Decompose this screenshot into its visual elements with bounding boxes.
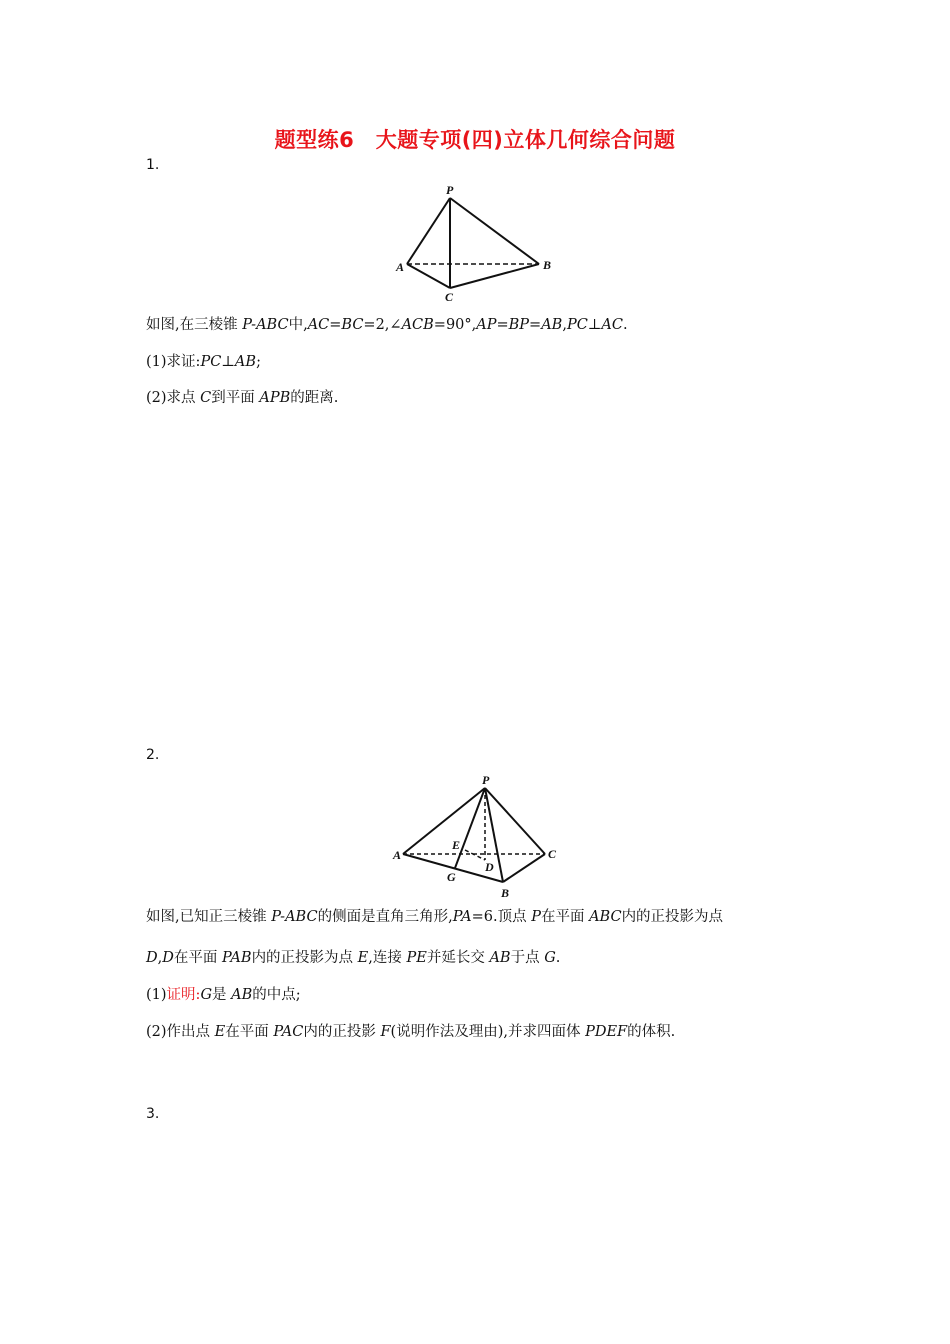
label-b: B: [543, 258, 552, 272]
problem-2-stem-line-2: D,D在平面 PAB内的正投影为点 E,连接 PE并延长交 AB于点 G.: [146, 950, 561, 966]
label-p: P: [446, 183, 454, 197]
pyramid-figure-2: [385, 770, 570, 905]
label-c2: C: [548, 847, 557, 861]
problem-1-stem: 如图,在三棱锥 P-ABC中,AC=BC=2,∠ACB=90°,AP=BP=AB,PC⊥AC.: [146, 317, 628, 333]
problem-2-number: 2.: [146, 747, 160, 763]
label-p2: P: [482, 773, 490, 787]
problem-3-number: 3.: [146, 1106, 160, 1122]
label-c: C: [445, 290, 454, 304]
problem-1-number: 1.: [146, 157, 160, 173]
page-title: 题型练6 大题专项(四)立体几何综合问题: [274, 128, 676, 152]
problem-2-question-2: (2)作出点 E在平面 PAC内的正投影 F(说明作法及理由),并求四面体 PDEF的体积.: [146, 1024, 676, 1040]
label-a2: A: [393, 848, 402, 862]
proof-label: 证明:: [166, 987, 201, 1003]
label-d2: D: [485, 860, 494, 874]
label-e2: E: [452, 838, 461, 852]
problem-1-question-2: (2)求点 C到平面 APB的距离.: [146, 390, 339, 406]
problem-2-stem-line-1: 如图,已知正三棱锥 P-ABC的侧面是直角三角形,PA=6.顶点 P在平面 ABC内的正投影为点: [146, 909, 724, 925]
label-b2: B: [501, 886, 510, 900]
label-a: A: [396, 260, 405, 274]
problem-1-question-1: (1)求证:PC⊥AB;: [146, 354, 261, 370]
label-g2: G: [447, 870, 456, 884]
problem-2-question-1: (1)证明:G是 AB的中点;: [146, 987, 301, 1003]
pyramid-figure-1: [390, 180, 570, 305]
